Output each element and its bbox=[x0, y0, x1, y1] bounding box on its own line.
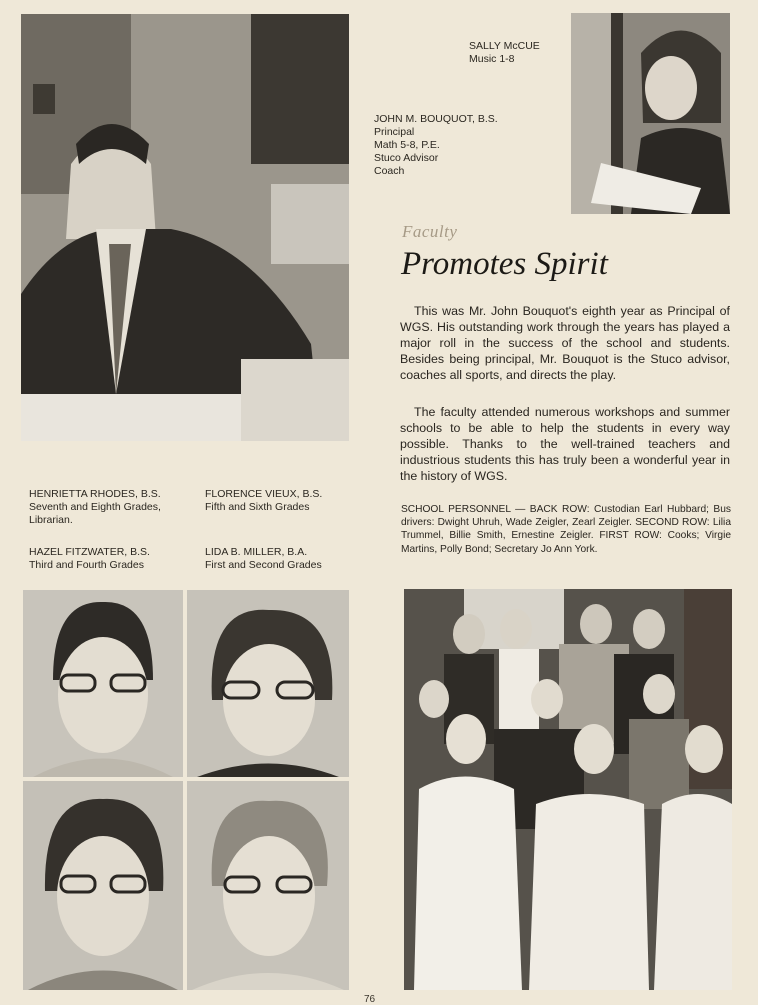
caption-line: Seventh and Eighth Grades, bbox=[29, 501, 161, 513]
caption-line: Third and Fourth Grades bbox=[29, 559, 144, 571]
caption-henrietta-rhodes bbox=[29, 488, 161, 527]
caption-sally-mccue bbox=[469, 40, 540, 66]
caption-name: FLORENCE VIEUX, B.S. bbox=[205, 488, 323, 500]
portrait-florence-vieux bbox=[187, 590, 349, 777]
caption-line: Math 5-8, P.E. bbox=[374, 139, 440, 151]
article-headline: Promotes Spirit bbox=[401, 246, 608, 282]
caption-role: Music 1-8 bbox=[469, 53, 515, 65]
page-number: 76 bbox=[364, 994, 376, 1005]
caption-line: Librarian. bbox=[29, 514, 73, 526]
caption-line: Principal bbox=[374, 126, 415, 138]
caption-line: Stuco Advisor bbox=[374, 152, 439, 164]
caption-john-bouquot bbox=[374, 113, 498, 178]
principal-photo bbox=[21, 14, 349, 441]
caption-hazel-fitzwater bbox=[29, 546, 150, 572]
caption-line: Coach bbox=[374, 165, 405, 177]
article-paragraph: The faculty attended numerous workshops and summer schools to be able to help the students in every way possible. Thanks to the well-trained teachers and industrious students this has truly been a wonderful year in the history of WGS. bbox=[400, 405, 730, 484]
caption-name: JOHN M. BOUQUOT, B.S. bbox=[374, 113, 498, 125]
article-paragraph: This was Mr. John Bouquot's eighth year as Principal of WGS. His outstanding work through the years has played a major roll in the success of the school and students. Besides being principal, Mr. Bouquot is the Stuco advisor, coaches all sports, and directs the play. bbox=[400, 304, 730, 383]
portrait-hazel-fitzwater bbox=[23, 781, 183, 990]
caption-name: HENRIETTA RHODES, B.S. bbox=[29, 488, 161, 500]
music-teacher-photo bbox=[571, 13, 730, 214]
caption-name: SALLY McCUE bbox=[469, 40, 540, 52]
caption-line: Fifth and Sixth Grades bbox=[205, 501, 310, 513]
personnel-caption: SCHOOL PERSONNEL — BACK ROW: Custodian Earl Hubbard; Bus drivers: Dwight Uhruh, Wade Zeigler, Zearl Zeigler. SECOND ROW: Lilia Trummel, Billie Smith, Ernestine Zeigler. FIRST ROW: Cooks; Virgie Martins, Polly Bond; Secretary Jo Ann York. bbox=[401, 504, 731, 555]
school-personnel-photo bbox=[404, 589, 732, 990]
caption-lida-miller bbox=[205, 546, 322, 572]
caption-name: LIDA B. MILLER, B.A. bbox=[205, 546, 308, 558]
caption-line: First and Second Grades bbox=[205, 559, 322, 571]
caption-florence-vieux bbox=[205, 488, 322, 514]
portrait-henrietta-rhodes bbox=[23, 590, 183, 777]
article-kicker: Faculty bbox=[402, 222, 458, 241]
caption-name: HAZEL FITZWATER, B.S. bbox=[29, 546, 150, 558]
portrait-lida-miller bbox=[187, 781, 349, 990]
